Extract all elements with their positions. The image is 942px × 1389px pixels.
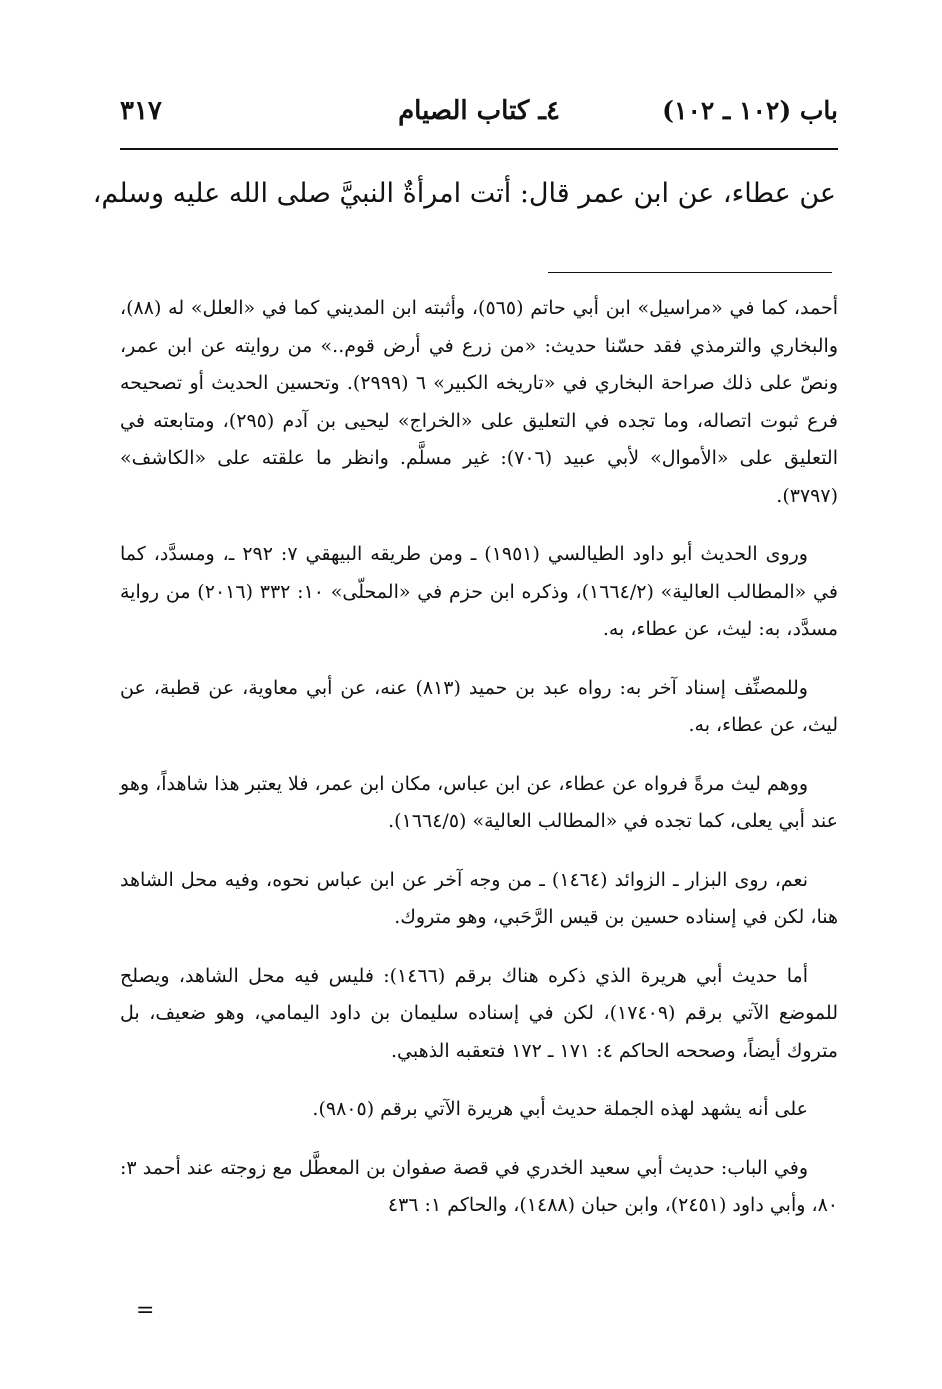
footnote-paragraph: نعم، روى البزار ـ الزوائد (١٤٦٤) ـ من وجه آخر عن ابن عباس نحوه، وفيه محل الشاهد هنا، لكن في إسناده حسين بن قيس الرَّحَبي، وهو متروك. bbox=[120, 868, 838, 928]
page-number: ٣١٧ bbox=[120, 96, 162, 126]
footnote-separator bbox=[548, 272, 832, 273]
footnote-paragraph: أما حديث أبي هريرة الذي ذكره هناك برقم (١٤٦٦): فليس فيه محل الشاهد، ويصلح للموضع الآتي برقم (١٧٤٠٩)، لكن في إسناده سليمان بن داود اليمامي، وهو ضعيف، بل متروك أيضاً، وصححه الحاكم ٤: ١٧١ ـ ١٧٢ فتعقبه الذهبي. bbox=[120, 964, 838, 1062]
footnote-paragraph: وفي الباب: حديث أبي سعيد الخدري في قصة صفوان بن المعطَّل مع زوجته عند أحمد ٣: ٨٠، وأبي داود (٢٤٥١)، وابن حبان (١٤٨٨)، والحاكم ١: ٤٣٦ bbox=[120, 1156, 838, 1216]
footnotes bbox=[120, 290, 838, 1246]
chapter-heading: باب (١٠٢ ـ ١٠٢) bbox=[662, 96, 838, 125]
footnote-paragraph: أحمد، كما في «مراسيل» ابن أبي حاتم (٥٦٥)، وأثبته ابن المديني كما في «العلل» له (٨٨)، والبخاري والترمذي فقد حسّنا حديث: «من زرع في أرض قوم..» من روايته عن ابن عمر، ونصّ على ذلك صراحة البخاري في «تاريخه الكبير» ٦ (٢٩٩٩). وتحسين الحديث أو تصحيحه فرع ثبوت اتصاله، وما تجده في التعليق على «الخراج» ليحيى بن آدم (٢٩٥)، ومتابعته في التعليق على «الأموال» لأبي عبيد (٧٠٦): غير مسلَّم. وانظر ما علقته على «الكاشف» (٣٧٩٧). bbox=[120, 297, 839, 507]
footnote-paragraph: ووهم ليث مرةً فرواه عن عطاء، عن ابن عباس، مكان ابن عمر، فلا يعتبر هذا شاهداً، وهو عند أبي يعلى، كما تجده في «المطالب العالية» (١٦٦٤/٥). bbox=[120, 772, 838, 832]
footnote-paragraph: وللمصنِّف إسناد آخر به: رواه عبد بن حميد (٨١٣) عنه، عن أبي معاوية، عن قطبة، عن ليث، عن عطاء، به. bbox=[120, 676, 838, 736]
continuation-mark: = bbox=[136, 1298, 155, 1323]
main-text: عن عطاء، عن ابن عمر قال: أتت امرأةٌ النبيَّ صلى الله عليه وسلم، bbox=[92, 178, 836, 209]
running-header bbox=[120, 92, 838, 144]
header-rule bbox=[120, 148, 838, 150]
footnote-paragraph: على أنه يشهد لهذه الجملة حديث أبي هريرة الآتي برقم (٩٨٠٥). bbox=[312, 1098, 808, 1120]
footnote-paragraph: وروى الحديث أبو داود الطيالسي (١٩٥١) ـ ومن طريقه البيهقي ٧: ٢٩٢ ـ، ومسدَّد، كما في «المطالب العالية» (١٦٦٤/٢)، وذكره ابن حزم في «المحلّى» ١٠: ٣٣٢ (٢٠١٦) من رواية مسدَّد، به: ليث، عن عطاء، به. bbox=[120, 543, 838, 640]
book-title: ٤ـ كتاب الصيام bbox=[398, 96, 560, 126]
